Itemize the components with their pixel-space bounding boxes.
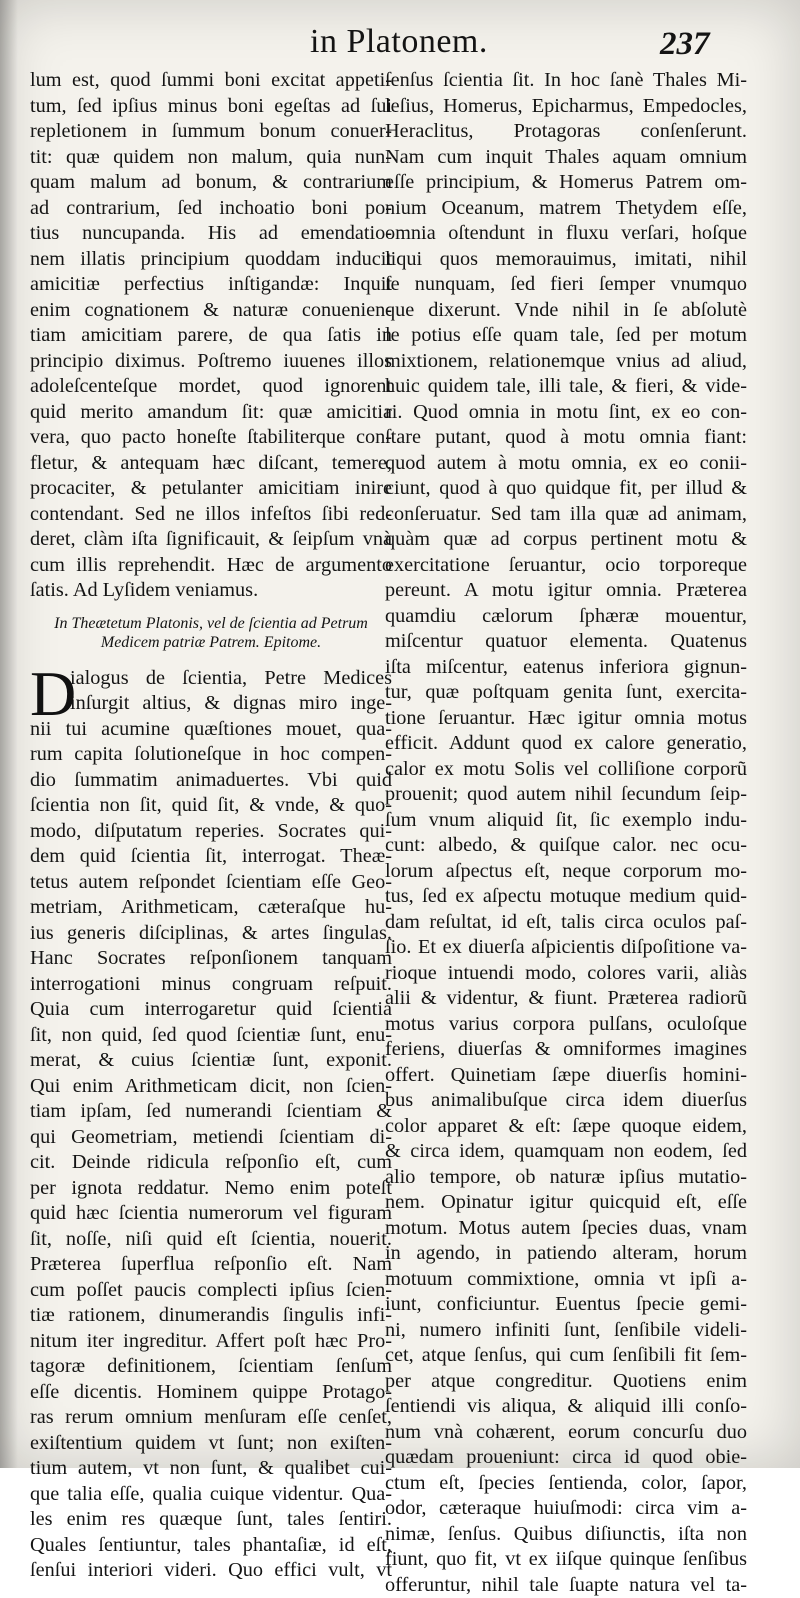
text-line: les enim res quæque ſunt, tales ſentiri.: [30, 1507, 392, 1533]
text-line: nimæ, ſenſus. Quibus diſiunctis, iſta non: [385, 1522, 747, 1548]
text-line: odor, cæteraque huiuſmodi: circa vim a-: [385, 1496, 747, 1522]
text-line: motus varius corpora pulſans, oculoſque: [385, 1012, 747, 1038]
text-line: Hanc Socrates reſponſionem tanquam: [30, 946, 392, 972]
text-line: fletur, & antequam hæc diſcant, temere,: [30, 451, 392, 477]
text-line: rum capita ſolutioneſque in hoc compen-: [30, 742, 392, 768]
text-line: conſeruatur. Sed tam illa quæ ad animam,: [385, 502, 747, 528]
text-line: Præterea ſuperflua reſponſio eſt. Nam: [30, 1252, 392, 1278]
text-line: feriens, diuerſas & omniformes imagines: [385, 1037, 747, 1063]
text-line: tetus autem reſpondet ſcientiam eſſe Geo-: [30, 870, 392, 896]
text-line: modo, diſputatum reperies. Socrates qui-: [30, 819, 392, 845]
text-line: huic quidem tale, illi tale, & fieri, & vide-: [385, 374, 747, 400]
text-line: ſcientia non ſit, quid ſit, & vnde, & quo-: [30, 793, 392, 819]
text-line: qui Geometriam, metiendi ſcientiam di-: [30, 1125, 392, 1151]
text-line: quamdiu cælorum ſphæræ mouentur,: [385, 604, 747, 630]
text-line: ſit, noſſe, niſi quid eſt ſcientia, nouerit.: [30, 1227, 392, 1253]
text-line: num vnà cohærent, eorum concurſu duo: [385, 1420, 747, 1446]
text-line: Quales ſentiuntur, tales phantaſiæ, id eſt,: [30, 1533, 392, 1559]
text-line: omnia oſtendunt in fluxu verſari, hoſque: [385, 221, 747, 247]
text-line: interrogationi minus congruam reſpuit.: [30, 972, 392, 998]
text-line: enim cognationem & naturæ conuenien-: [30, 298, 392, 324]
text-line: efficit. Addunt quod ex calore generatio,: [385, 731, 747, 757]
text-line: ſenſui interiori videri. Quo effici vult, vt: [30, 1558, 392, 1584]
text-line: lorum aſpectus eſt, neque corporum mo-: [385, 859, 747, 885]
text-line: quam malum ad bonum, & contrarium: [30, 170, 392, 196]
text-line: alio tempore, ob naturæ ipſius mutatio-: [385, 1165, 747, 1191]
text-line: tium autem, vt non ſunt, & qualibet cui-: [30, 1456, 392, 1482]
text-line: cum poſſet paucis complecti ipſius ſcien-: [30, 1278, 392, 1304]
text-line: deret, clàm iſta ſignificauit, & ſeipſum vnà: [30, 527, 392, 553]
text-line: quid hæc ſcientia numerorum vel figuram: [30, 1201, 392, 1227]
right-column: [385, 68, 747, 1598]
text-line: ialogus de ſcientia, Petre Medices: [30, 666, 392, 692]
text-line: quod autem à motu omnia, ex eo conii-: [385, 451, 747, 477]
text-line: ri. Quod omnia in motu ſint, ex eo con-: [385, 400, 747, 426]
text-line: exiſtentium quidem vt ſunt; non exiſten-: [30, 1431, 392, 1457]
text-line: liqui quos memorauimus, imitati, nihil: [385, 247, 747, 273]
text-line: nium Oceanum, matrem Thetydem eſſe,: [385, 196, 747, 222]
text-line: color apparet & eſt: ſæpe quoque eidem,: [385, 1114, 747, 1140]
text-line: ad contrarium, ſed inchoatio boni po-: [30, 196, 392, 222]
text-line: quàm quæ ad corpus pertinent motu &: [385, 527, 747, 553]
text-line: Nam cum inquit Thales aquam omnium: [385, 145, 747, 171]
text-line: Qui enim Arithmeticam dicit, non ſcien-: [30, 1074, 392, 1100]
text-line: ni, numero infiniti ſunt, ſenſibile videli-: [385, 1318, 747, 1344]
text-line: dam reſultat, id eſt, talis circa oculos paſ-: [385, 910, 747, 936]
text-line: pereunt. A motu igitur omnia. Præterea: [385, 578, 747, 604]
text-line: iſta miſcentur, eatenus inferiora gignun-: [385, 655, 747, 681]
text-line: repletionem in ſummum bonum conuer-: [30, 119, 392, 145]
epitome-paragraph: [30, 666, 392, 1584]
text-line: ctum eſt, ſpecies ſentienda, color, ſapor,: [385, 1471, 747, 1497]
text-line: ſentiendi vis aliqua, & aliquid illi conſo-: [385, 1394, 747, 1420]
text-line: ras rerum omnium menſuram eſſe cenſet,: [30, 1405, 392, 1431]
section-heading: [30, 614, 392, 652]
text-line: prouenit; quod autem nihil ſecundum ſeip-: [385, 782, 747, 808]
text-line: exercitatione ſeruantur, ocio torporeque: [385, 553, 747, 579]
text-line: ſe nunquam, ſed fieri ſemper vnumquo: [385, 272, 747, 298]
text-line: cet, atque ſenſus, qui cum ſenſibili fit ſem-: [385, 1343, 747, 1369]
text-line: miſcentur quatuor elementa. Quatenus: [385, 629, 747, 655]
text-line: tius nuncupanda. His ad emendatio-: [30, 221, 392, 247]
text-line: contendant. Sed ne illos infeſtos ſibi red-: [30, 502, 392, 528]
text-line: dem quid ſcientia ſit, interrogat. Theæ-: [30, 844, 392, 870]
text-line: inſurgit altius, & dignas miro inge-: [30, 691, 392, 717]
text-line: ſtare putant, quod à motu omnia fiant:: [385, 425, 747, 451]
intro-paragraph: [30, 68, 392, 604]
right-column-text: [385, 68, 747, 1598]
text-line: quid merito amandum ſit: quæ amicitia: [30, 400, 392, 426]
text-line: lum est, quod ſummi boni excitat appeti-: [30, 68, 392, 94]
heading-line: In Theætetum Platonis, vel de ſcientia ad Petrum: [30, 614, 392, 633]
text-line: bus animalibuſque circa idem diuerſus: [385, 1088, 747, 1114]
text-line: per atque congreditur. Quotiens enim: [385, 1369, 747, 1395]
text-line: cum illis reprehendit. Hæc de argumento: [30, 553, 392, 579]
text-line: ciunt, quod à quo quidque fit, per illud &: [385, 476, 747, 502]
text-line: amicitiæ perfectius inſtigandæ: Inquit: [30, 272, 392, 298]
text-line: calor ex motu Solis vel colliſione corporũ: [385, 757, 747, 783]
text-line: nii tui acumine quæſtiones mouet, qua-: [30, 717, 392, 743]
text-line: nem. Opinatur igitur quicquid eſt, eſſe: [385, 1190, 747, 1216]
text-line: ſit, non quid, ſed quod ſcientiæ ſunt, enu-: [30, 1023, 392, 1049]
text-line: motuum commixtione, omnia vt ipſi a-: [385, 1267, 747, 1293]
text-line: nitum iter ingreditur. Affert poſt hæc Pro-: [30, 1329, 392, 1355]
text-line: que talia eſſe, qualia cuique videntur. Qua-: [30, 1482, 392, 1508]
text-line: offert. Quinetiam ſæpe diuerſis homini-: [385, 1063, 747, 1089]
text-line: motum. Motus autem ſpecies duas, vnam: [385, 1216, 747, 1242]
text-line: tiam amicitiam parere, de qua ſatis in: [30, 323, 392, 349]
text-line: per ignota reddatur. Nemo enim poteſt: [30, 1176, 392, 1202]
text-line: in agendo, in patiendo alteram, horum: [385, 1241, 747, 1267]
text-line: cunt: albedo, & quiſque calor. nec ocu-: [385, 833, 747, 859]
text-line: tiæ rationem, dinumerandis ſingulis infi-: [30, 1303, 392, 1329]
running-head: in Platonem.: [310, 22, 488, 62]
text-line: ius generis diſciplinas, & artes ſingulas.: [30, 921, 392, 947]
text-line: tit: quæ quidem non malum, quia nun-: [30, 145, 392, 171]
text-line: vera, quo pacto honeſte ſtabiliterque con-: [30, 425, 392, 451]
text-line: le potius eſſe quam tale, ſed per motum: [385, 323, 747, 349]
drop-cap: D: [30, 668, 72, 718]
text-line: tione ſeruantur. Hæc igitur omnia motus: [385, 706, 747, 732]
text-line: alii & videntur, & fiunt. Præterea radiorũ: [385, 986, 747, 1012]
text-line: leſius, Homerus, Epicharmus, Empedocles,: [385, 94, 747, 120]
text-line: tagoræ definitionem, ſcientiam ſenſum: [30, 1354, 392, 1380]
text-line: nem illatis principium quoddam inducit: [30, 247, 392, 273]
text-line: ſatis. Ad Lyſidem veniamus.: [30, 578, 392, 604]
page-number: 237: [660, 24, 710, 64]
text-line: quædam proueniunt: circa id quod obie-: [385, 1445, 747, 1471]
text-line: merat, & cuius ſcientiæ ſunt, exponit.: [30, 1048, 392, 1074]
text-line: Quia cum interrogaretur quid ſcientia: [30, 997, 392, 1023]
text-line: adoleſcenteſque mordet, quod ignorent: [30, 374, 392, 400]
text-line: metriam, Arithmeticam, cæteraſque hu-: [30, 895, 392, 921]
text-line: eſſe dicentis. Hominem quippe Protago-: [30, 1380, 392, 1406]
text-line: & circa idem, quamquam non eodem, ſed: [385, 1139, 747, 1165]
text-line: cit. Deinde ridicula reſponſio eſt, cum: [30, 1150, 392, 1176]
text-line: tum, ſed ipſius minus boni egeſtas ad ſui: [30, 94, 392, 120]
text-line: Heraclitus, Protagoras conſenſerunt.: [385, 119, 747, 145]
text-line: tiam ipſam, ſed numerandi ſcientiam &: [30, 1099, 392, 1125]
text-line: eſſe principium, & Homerus Patrem om-: [385, 170, 747, 196]
text-line: dio ſummatim animaduertes. Vbi quid: [30, 768, 392, 794]
text-line: principio diximus. Poſtremo iuuenes illos: [30, 349, 392, 375]
text-line: offeruntur, nihil tale ſuapte natura vel ta-: [385, 1573, 747, 1598]
text-line: ſio. Et ex diuerſa aſpicientis diſpoſitione va-: [385, 935, 747, 961]
text-line: tur, quæ poſtquam genita ſunt, exercita-: [385, 680, 747, 706]
text-line: que dixerunt. Vnde nihil in ſe abſolutè: [385, 298, 747, 324]
text-line: iunt, conficiuntur. Euentus ſpecie gemi-: [385, 1292, 747, 1318]
heading-line: Medicem patriæ Patrem. Epitome.: [30, 633, 392, 652]
text-line: ſenſus ſcientia ſit. In hoc ſanè Thales Mi-: [385, 68, 747, 94]
left-column: [30, 68, 392, 1584]
text-line: fiunt, quo fit, vt ex iiſque quinque ſenſibus: [385, 1547, 747, 1573]
text-line: mixtionem, relationemque vnius ad aliud,: [385, 349, 747, 375]
text-line: rioque intuendi modo, colores varii, aliàs: [385, 961, 747, 987]
text-line: ſum vnum aliquid ſit, ſic exemplo indu-: [385, 808, 747, 834]
text-line: procaciter, & petulanter amicitiam inire: [30, 476, 392, 502]
text-line: tus, ſed ex aſpectu motuque medium quid-: [385, 884, 747, 910]
